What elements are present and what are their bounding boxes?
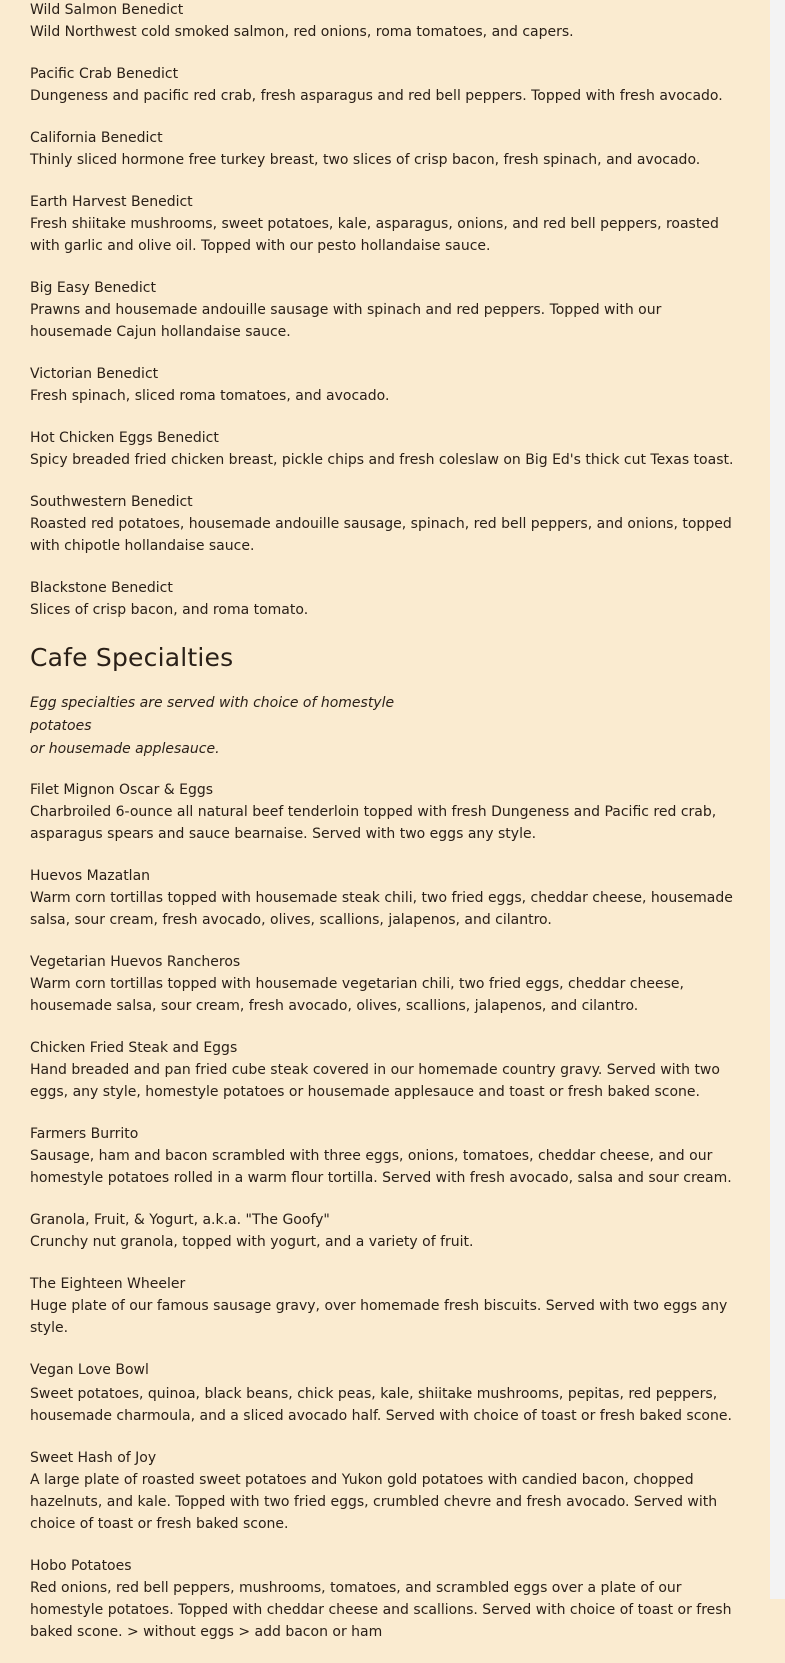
section-note — [30, 692, 450, 761]
item-description: A large plate of roasted sweet potatoes and Yukon gold potatoes with candied bacon, chopped hazelnuts, and kale. Topped with two fried eggs, crumbled chevre and fresh avocado. Served with choice of toast or fresh baked scone. — [30, 1472, 718, 1532]
item-description: Sweet potatoes, quinoa, black beans, chick peas, kale, shiitake mushrooms, pepitas, red peppers, housemade charmoula, and a sliced avocado half. Served with choice of toast or fresh baked scone. — [30, 1386, 732, 1424]
menu-item-sweet-hash-of-joy — [30, 1447, 745, 1535]
item-description: Prawns and housemade andouille sausage with spinach and red peppers. Topped with our housemade Cajun hollandaise sauce. — [30, 302, 662, 340]
section-title-cafe-specialties: Cafe Specialties — [30, 643, 234, 672]
item-name: California Benedict — [30, 130, 163, 146]
menu-item-california-benedict — [30, 127, 745, 171]
menu-item-hot-chicken-eggs-benedict — [30, 427, 745, 471]
item-name: Vegan Love Bowl — [30, 1362, 149, 1378]
menu-item-granola-fruit-yogurt — [30, 1209, 745, 1253]
item-description: Warm corn tortillas topped with housemade vegetarian chili, two fried eggs, cheddar cheese, housemade salsa, sour cream, fresh avocado, olives, scallions, jalapenos, and cilantro. — [30, 976, 684, 1014]
item-name: Sweet Hash of Joy — [30, 1450, 157, 1466]
item-name: Farmers Burrito — [30, 1126, 139, 1142]
item-description: Roasted red potatoes, housemade andouille sausage, spinach, red bell peppers, and onions, topped with chipotle hollandaise sauce. — [30, 516, 732, 554]
item-description: Spicy breaded fried chicken breast, pickle chips and fresh coleslaw on Big Ed's thick cut Texas toast. — [30, 452, 734, 468]
item-description: Fresh shiitake mushrooms, sweet potatoes, kale, asparagus, onions, and red bell peppers, roasted with garlic and olive oil. Topped with our pesto hollandaise sauce. — [30, 216, 719, 254]
menu-item-big-easy-benedict — [30, 277, 745, 343]
menu-item-huevos-mazatlan — [30, 865, 745, 931]
item-description: Dungeness and pacific red crab, fresh asparagus and red bell peppers. Topped with fresh avocado. — [30, 88, 723, 104]
item-description: Charbroiled 6-ounce all natural beef tenderloin topped with fresh Dungeness and Pacific red crab, asparagus spears and sauce bearnaise. Served with two eggs any style. — [30, 804, 717, 842]
item-name: Vegetarian Huevos Rancheros — [30, 954, 241, 970]
item-name: Hobo Potatoes — [30, 1558, 132, 1574]
menu-item-pacific-crab-benedict — [30, 63, 745, 107]
item-description: Sausage, ham and bacon scrambled with three eggs, onions, tomatoes, cheddar cheese, and our homestyle potatoes rolled in a warm flour tortilla. Served with fresh avocado, salsa and sour cream. — [30, 1148, 732, 1186]
item-name: Granola, Fruit, & Yogurt, a.k.a. "The Goofy" — [30, 1212, 330, 1228]
item-name: The Eighteen Wheeler — [30, 1276, 186, 1292]
section-note-line-2: or housemade applesauce. — [30, 741, 220, 757]
menu-item-blackstone-benedict — [30, 577, 745, 621]
item-description: Slices of crisp bacon, and roma tomato. — [30, 602, 309, 618]
item-name: Earth Harvest Benedict — [30, 194, 193, 210]
item-description: Wild Northwest cold smoked salmon, red onions, roma tomatoes, and capers. — [30, 24, 574, 40]
item-name: Victorian Benedict — [30, 366, 159, 382]
item-name: Blackstone Benedict — [30, 580, 173, 596]
menu-item-southwestern-benedict — [30, 491, 745, 557]
menu-content — [30, 0, 745, 1663]
menu-item-wild-salmon-benedict — [30, 0, 745, 43]
item-description: Warm corn tortillas topped with housemade steak chili, two fried eggs, cheddar cheese, housemade salsa, sour cream, fresh avocado, olives, scallions, jalapenos, and cilantro. — [30, 890, 733, 928]
item-description: Thinly sliced hormone free turkey breast, two slices of crisp bacon, fresh spinach, and avocado. — [30, 152, 701, 168]
item-description: Red onions, red bell peppers, mushrooms, tomatoes, and scrambled eggs over a plate of our homestyle potatoes. Topped with cheddar cheese and scallions. Served with choice of toast or fresh baked scone. > without eggs > add bacon or ham — [30, 1580, 732, 1640]
item-name: Big Easy Benedict — [30, 280, 156, 296]
item-name: Filet Mignon Oscar & Eggs — [30, 782, 214, 798]
menu-item-victorian-benedict — [30, 363, 745, 407]
menu-item-vegetarian-huevos-rancheros — [30, 951, 745, 1017]
item-description: Huge plate of our famous sausage gravy, over homemade fresh biscuits. Served with two eggs any style. — [30, 1298, 728, 1336]
page-scrollbar[interactable] — [770, 0, 785, 1599]
item-name: Wild Salmon Benedict — [30, 2, 184, 18]
menu-item-hobo-potatoes — [30, 1555, 745, 1643]
menu-item-vegan-love-bowl — [30, 1359, 745, 1427]
item-name: Southwestern Benedict — [30, 494, 193, 510]
menu-item-earth-harvest-benedict — [30, 191, 745, 257]
item-description: Hand breaded and pan fried cube steak covered in our homemade country gravy. Served with two eggs, any style, homestyle potatoes or housemade applesauce and toast or fresh baked scone. — [30, 1062, 720, 1100]
menu-item-chicken-fried-steak — [30, 1037, 745, 1103]
item-description: Crunchy nut granola, topped with yogurt, and a variety of fruit. — [30, 1234, 474, 1250]
section-note-line-1: Egg specialties are served with choice of homestyle potatoes — [30, 695, 395, 734]
item-name: Hot Chicken Eggs Benedict — [30, 430, 219, 446]
item-description: Fresh spinach, sliced roma tomatoes, and avocado. — [30, 388, 390, 404]
menu-item-eighteen-wheeler — [30, 1273, 745, 1339]
item-name: Huevos Mazatlan — [30, 868, 151, 884]
menu-item-farmers-burrito — [30, 1123, 745, 1189]
item-name: Pacific Crab Benedict — [30, 66, 179, 82]
item-name: Chicken Fried Steak and Eggs — [30, 1040, 238, 1056]
menu-item-filet-mignon-oscar — [30, 779, 745, 845]
